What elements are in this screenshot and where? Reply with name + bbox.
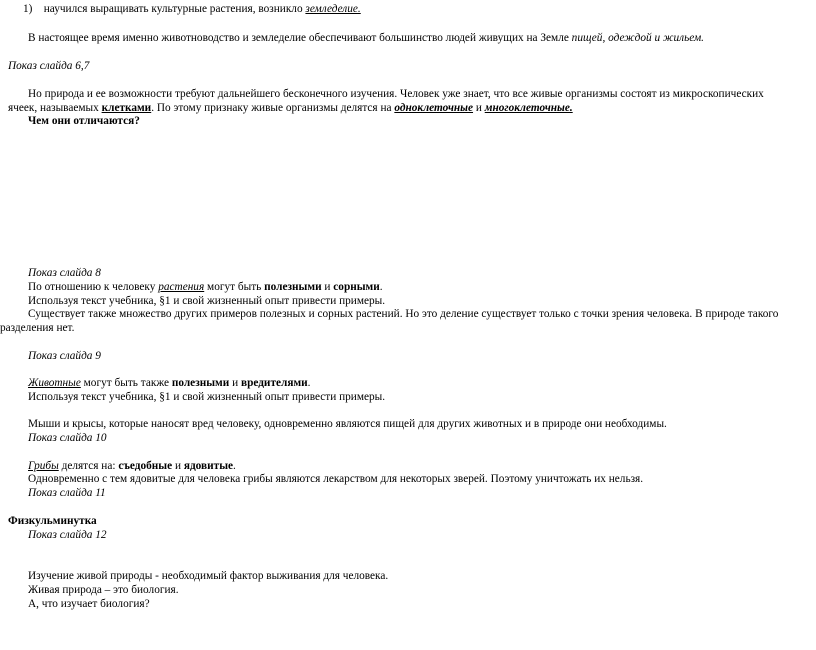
closing-line-2: Живая природа – это биология. <box>28 584 179 596</box>
plants-link[interactable]: растения <box>158 281 205 293</box>
weeds-term: сорными <box>333 281 380 293</box>
intro-paragraph: В настоящее время именно животноводство и земледелие обеспечивают большинство людей живущих на Земле пищей, одеждой и жильем. <box>28 32 704 44</box>
list-item-1 <box>23 2 361 16</box>
multicellular-term: многоклеточные. <box>484 102 573 114</box>
fungi-link[interactable]: Грибы <box>28 460 59 472</box>
plants-sentence: По отношению к человеку растения могут быть полезными и сорными. <box>28 281 383 293</box>
useful-animals-term: полезными <box>171 377 230 389</box>
unicellular-term: одноклеточные <box>394 102 474 114</box>
division-paragraph-line2: разделения нет. <box>0 322 75 334</box>
fungi-sentence: Грибы делятся на: съедобные и ядовитые. <box>28 460 236 472</box>
slide-note-9: Показ слайда 9 <box>28 350 101 362</box>
list-number: 1) <box>23 3 33 15</box>
useful-term: полезными <box>264 281 322 293</box>
animals-link[interactable]: Животные <box>28 377 81 389</box>
slide-note-11: Показ слайда 11 <box>28 487 106 499</box>
cells-term: клетками <box>101 102 152 114</box>
mice-paragraph: Мыши и крысы, которые наносят вред человеку, одновременно являются пищей для других животных и в природе они необходимы. <box>28 418 667 430</box>
division-paragraph-line1: Существует также множество других примеров полезных и сорных растений. Но это деление существует только с точки зрения человека. В природе такого <box>28 308 779 320</box>
food-clothing-housing: пищей, одеждой и жильем. <box>571 32 704 44</box>
list-item-text: научился выращивать культурные растения, возникло <box>43 3 306 15</box>
nature-paragraph-line1: Но природа и ее возможности требуют дальнейшего бесконечного изучения. Человек уже знает, что все живые организмы состоят из микроскопических <box>28 88 764 100</box>
slide-note-12: Показ слайда 12 <box>28 529 107 541</box>
question-difference: Чем они отличаются? <box>28 115 140 127</box>
agriculture-link[interactable]: земледелие. <box>305 3 361 15</box>
closing-line-3: А, что изучает биология? <box>28 598 150 610</box>
slide-note-6-7: Показ слайда 6,7 <box>8 60 90 72</box>
closing-line-1: Изучение живой природы - необходимый фактор выживания для человека. <box>28 570 389 582</box>
physical-break-heading: Физкульминутка <box>8 515 97 527</box>
textbook-instruction-2: Используя текст учебника, §1 и свой жизненный опыт привести примеры. <box>28 391 386 403</box>
animals-sentence: Животные могут быть также полезными и вредителями. <box>28 377 311 389</box>
edible-term: съедобные <box>118 460 173 472</box>
pests-term: вредителями <box>240 377 308 389</box>
fungi-note: Одновременно с тем ядовитые для человека грибы являются лекарством для некоторых зверей. Поэтому уничтожать их нельзя. <box>28 473 644 485</box>
nature-paragraph-line2: ячеек, называемых клетками. По этому признаку живые организмы делятся на одноклеточные и многоклеточные. <box>8 102 573 114</box>
slide-note-8: Показ слайда 8 <box>28 267 101 279</box>
poisonous-term: ядовитые <box>183 460 234 472</box>
slide-note-10: Показ слайда 10 <box>28 432 107 444</box>
textbook-instruction-1: Используя текст учебника, §1 и свой жизненный опыт привести примеры. <box>28 295 386 307</box>
